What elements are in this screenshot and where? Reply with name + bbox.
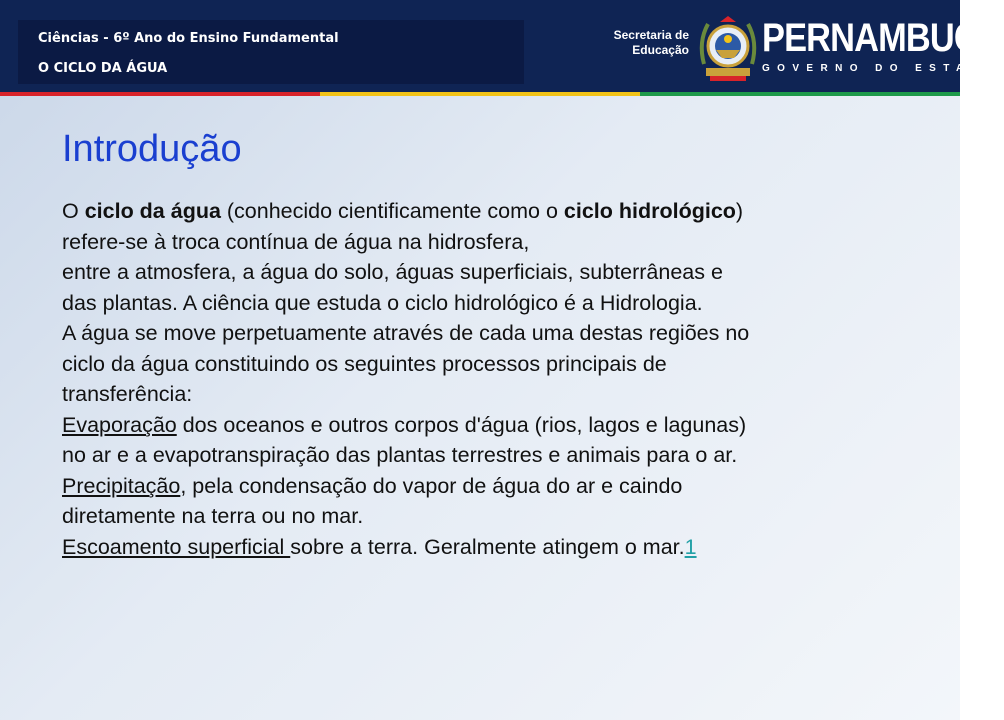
body-line-3: entre a atmosfera, a água do solo, águas superficiais, subterrâneas e [62,260,723,284]
body-line-8: Evaporação dos oceanos e outros corpos d'água (rios, lagos e lagunas) [62,412,747,437]
reference-link[interactable]: 1 [684,534,697,559]
body-line-6: ciclo da água constituindo os seguintes processos principais de [62,351,667,376]
body-line-12: Escoamento superficial sobre a terra. Geralmente atingem o mar.1 [62,534,697,559]
flag-band-yellow [320,92,640,96]
secretaria-label [607,28,689,58]
body-line-4: das plantas. A ciência que estuda o ciclo hidrológico é a Hidrologia. [62,290,703,315]
body-text [62,196,932,562]
flag-band-red [0,92,320,96]
course-line: Ciências - 6º Ano do Ensino Fundamental [38,31,339,46]
slide-title: Introdução [62,128,242,170]
link-precipitacao[interactable]: Precipitação [62,473,181,498]
body-line-11: diretamente na terra ou no mar. [62,504,364,528]
flag-band-green [640,92,960,96]
term-ciclo-da-agua: ciclo da água [84,199,221,223]
body-line-10: Precipitação, pela condensação do vapor de água do ar e caindo [62,473,683,498]
body-line-2: refere-se à troca contínua de água na hidrosfera, [62,229,530,254]
body-line-7: transferência: [62,382,193,406]
state-coat-of-arms-icon [696,12,760,84]
body-line-1: O ciclo da água (conhecido cientificamente como o ciclo hidrológico) [62,199,744,223]
body-line-5: A água se move perpetuamente através de cada uma destas regiões no [62,321,750,345]
body-line-9: no ar e a evapotranspiração das plantas terrestres e animais para o ar. [62,443,738,467]
link-evaporacao[interactable]: Evaporação [62,412,177,437]
term-ciclo-hidrologico: ciclo hidrológico [563,199,736,223]
topic-line: O CICLO DA ÁGUA [38,61,168,76]
secretaria-line1: Secretaria de [613,28,689,42]
brand-name: PERNAMBUCO [762,16,1004,60]
link-escoamento-superficial[interactable]: Escoamento superficial [62,534,291,559]
secretaria-line2: Educação [632,43,689,57]
brand-subtitle: GOVERNO DO ESTADO [762,63,1001,74]
